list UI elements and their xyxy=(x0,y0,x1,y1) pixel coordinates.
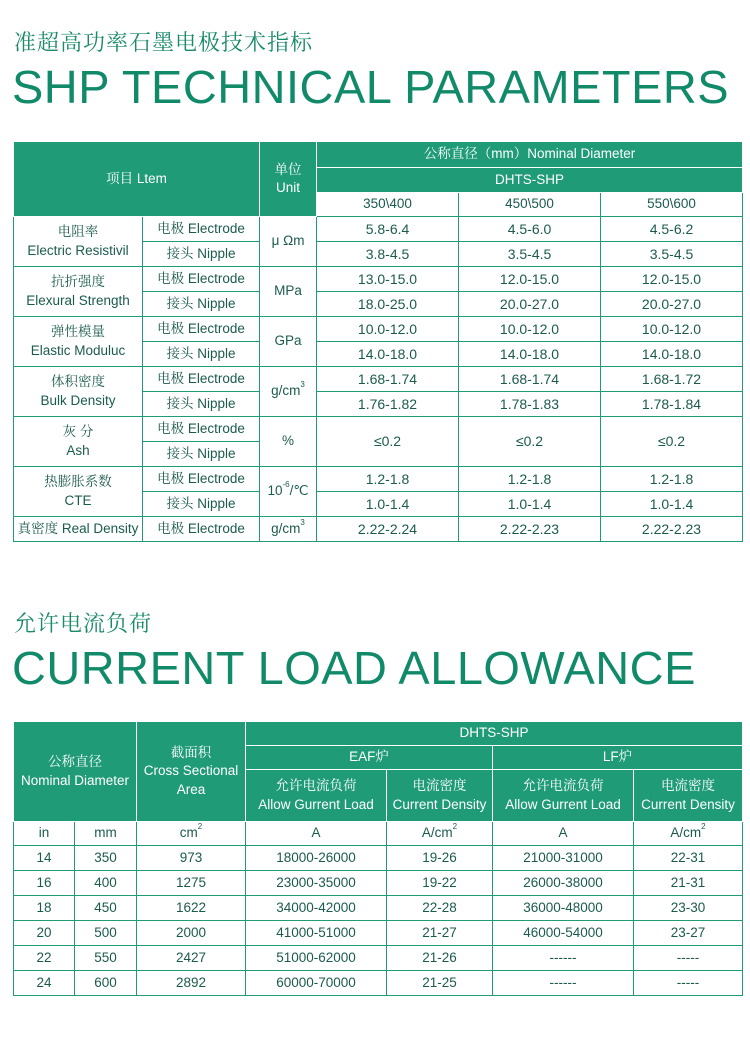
unit-amp: A xyxy=(493,822,634,846)
electrode-label: 电极 Electrode xyxy=(143,217,260,242)
param-row xyxy=(14,517,743,542)
value-cell: 14.0-18.0 xyxy=(459,342,601,367)
table-cell: 14 xyxy=(14,846,75,871)
electrode-label: 电极 Electrode xyxy=(143,367,260,392)
value-cell: 12.0-15.0 xyxy=(601,267,743,292)
value-cell: 2.22-2.23 xyxy=(601,517,743,542)
unit-header xyxy=(260,142,317,217)
unit-density xyxy=(387,822,493,846)
param-row xyxy=(14,367,743,392)
table-cell: 46000-54000 xyxy=(493,921,634,946)
param-unit xyxy=(260,317,317,367)
param-name-en: Elastic Moduluc xyxy=(30,342,126,358)
value-cell: 10.0-12.0 xyxy=(459,317,601,342)
nipple-label: 接头 Nipple xyxy=(143,242,260,267)
value-cell: 14.0-18.0 xyxy=(317,342,459,367)
value-cell: 10.0-12.0 xyxy=(601,317,743,342)
table-cell: 19-26 xyxy=(387,846,493,871)
param-name-en: Ash xyxy=(66,442,90,458)
param-row xyxy=(14,217,743,242)
table-cell: 2892 xyxy=(137,971,246,996)
param-name: 真密度 Real Density xyxy=(14,517,143,542)
value-cell: 1.0-1.4 xyxy=(317,492,459,517)
value-cell: 1.68-1.72 xyxy=(601,367,743,392)
table-row xyxy=(14,871,743,896)
unit-text: GPa xyxy=(274,333,302,349)
param-unit xyxy=(260,367,317,417)
unit-mm: mm xyxy=(75,822,137,846)
unit-tail: /℃ xyxy=(289,483,309,499)
table-cell: 550 xyxy=(75,946,137,971)
table-cell: ----- xyxy=(634,971,743,996)
unit-in: in xyxy=(14,822,75,846)
nipple-label: 接头 Nipple xyxy=(143,342,260,367)
unit-area-sup: 2 xyxy=(197,822,203,832)
table-cell: 21-31 xyxy=(634,871,743,896)
load-header-zh: 允许电流负荷 xyxy=(522,778,604,794)
density-header-en: Current Density xyxy=(392,796,487,812)
unit-amp: A xyxy=(246,822,387,846)
electrode-label: 电极 Electrode xyxy=(143,517,260,542)
table-cell: 23-30 xyxy=(634,896,743,921)
table-cell: 22-31 xyxy=(634,846,743,871)
table-cell: 400 xyxy=(75,871,137,896)
cross-header-en2: Area xyxy=(176,781,206,797)
grade-header: DHTS-SHP xyxy=(317,168,743,193)
table-cell: 34000-42000 xyxy=(246,896,387,921)
table-cell: 21-25 xyxy=(387,971,493,996)
table-cell: 23000-35000 xyxy=(246,871,387,896)
value-cell: 4.5-6.0 xyxy=(459,217,601,242)
value-cell: 2.22-2.23 xyxy=(459,517,601,542)
density-header-zh: 电流密度 xyxy=(661,778,716,794)
param-row xyxy=(14,467,743,492)
table-cell: 60000-70000 xyxy=(246,971,387,996)
load-header-en: Allow Gurrent Load xyxy=(258,796,374,812)
density-header xyxy=(387,770,493,822)
unit-area xyxy=(137,822,246,846)
value-cell: 1.78-1.83 xyxy=(459,392,601,417)
param-name-zh: 灰 分 xyxy=(62,424,94,440)
param-name xyxy=(14,467,143,517)
size-header: 550\600 xyxy=(601,193,743,217)
param-unit xyxy=(260,467,317,517)
param-name xyxy=(14,367,143,417)
table-cell: 21-27 xyxy=(387,921,493,946)
value-cell: ≤0.2 xyxy=(459,417,601,467)
param-name-zh: 电阻率 xyxy=(57,224,99,240)
table-row xyxy=(14,971,743,996)
unit-sup: 3 xyxy=(300,380,305,390)
table-cell: 2427 xyxy=(137,946,246,971)
nominal-header-zh: 公称直径 xyxy=(48,754,102,770)
table-cell: ------ xyxy=(493,971,634,996)
unit-density xyxy=(634,822,743,846)
electrode-label: 电极 Electrode xyxy=(143,317,260,342)
value-cell: 1.0-1.4 xyxy=(459,492,601,517)
value-cell: ≤0.2 xyxy=(317,417,459,467)
value-cell: 3.5-4.5 xyxy=(601,242,743,267)
unit-text: MPa xyxy=(274,283,302,299)
param-unit xyxy=(260,417,317,467)
table-cell: 450 xyxy=(75,896,137,921)
param-name xyxy=(14,317,143,367)
nominal-diameter-header xyxy=(14,722,137,822)
unit-sup: -6 xyxy=(282,480,290,490)
value-cell: 13.0-15.0 xyxy=(317,267,459,292)
unit-text: % xyxy=(282,433,295,449)
table-cell: 36000-48000 xyxy=(493,896,634,921)
table-cell: 19-22 xyxy=(387,871,493,896)
density-header xyxy=(634,770,743,822)
table-row xyxy=(14,846,743,871)
value-cell: ≤0.2 xyxy=(601,417,743,467)
current-load-table xyxy=(13,721,743,996)
section2-title-en: CURRENT LOAD ALLOWANCE xyxy=(12,642,696,694)
section1-title-zh: 准超高功率石墨电极技术指标 xyxy=(14,31,314,56)
table-cell: 2000 xyxy=(137,921,246,946)
cross-section-header xyxy=(137,722,246,822)
unit-density-base: A/cm xyxy=(670,825,702,841)
value-cell: 2.22-2.24 xyxy=(317,517,459,542)
table-cell: 350 xyxy=(75,846,137,871)
unit-density-sup: 2 xyxy=(452,822,458,832)
param-name-zh: 弹性模量 xyxy=(51,324,105,340)
unit-base: g/cm xyxy=(271,520,301,536)
value-cell: 3.5-4.5 xyxy=(459,242,601,267)
section1-title-en: SHP TECHNICAL PARAMETERS xyxy=(12,61,730,113)
table-cell: 22 xyxy=(14,946,75,971)
value-cell: 18.0-25.0 xyxy=(317,292,459,317)
nipple-label: 接头 Nipple xyxy=(143,392,260,417)
table-row xyxy=(14,896,743,921)
electrode-label: 电极 Electrode xyxy=(143,467,260,492)
load-header xyxy=(246,770,387,822)
value-cell: 1.76-1.82 xyxy=(317,392,459,417)
nipple-label: 接头 Nipple xyxy=(143,442,260,467)
table-cell: 41000-51000 xyxy=(246,921,387,946)
nominal-diameter-header: 公称直径（mm）Nominal Diameter xyxy=(317,142,743,168)
param-name-en: CTE xyxy=(64,492,92,508)
value-cell: 10.0-12.0 xyxy=(317,317,459,342)
param-name-zh: 热膨胀系数 xyxy=(44,474,112,490)
table-cell: ----- xyxy=(634,946,743,971)
value-cell: 1.2-1.8 xyxy=(601,467,743,492)
unit-density-base: A/cm xyxy=(421,825,453,841)
load-header-zh: 允许电流负荷 xyxy=(275,778,357,794)
table-cell: 20 xyxy=(14,921,75,946)
param-row xyxy=(14,417,743,442)
cross-header-en: Cross Sectional xyxy=(143,763,239,779)
electrode-label: 电极 Electrode xyxy=(143,417,260,442)
table-cell: 600 xyxy=(75,971,137,996)
unit-density-sup: 2 xyxy=(701,822,706,832)
table-cell: 16 xyxy=(14,871,75,896)
table-cell: 500 xyxy=(75,921,137,946)
table-cell: 26000-38000 xyxy=(493,871,634,896)
value-cell: 4.5-6.2 xyxy=(601,217,743,242)
size-header: 450\500 xyxy=(459,193,601,217)
unit-text: μ Ωm xyxy=(271,233,305,249)
unit-area-base: cm xyxy=(179,825,198,841)
value-cell: 20.0-27.0 xyxy=(459,292,601,317)
value-cell: 12.0-15.0 xyxy=(459,267,601,292)
param-unit xyxy=(260,517,317,542)
item-header: 项目 Ltem xyxy=(14,142,260,217)
grade-header: DHTS-SHP xyxy=(246,722,743,746)
table-cell: 21-26 xyxy=(387,946,493,971)
value-cell: 1.68-1.74 xyxy=(317,367,459,392)
table-cell: 24 xyxy=(14,971,75,996)
nipple-label: 接头 Nipple xyxy=(143,292,260,317)
param-name-zh: 体积密度 xyxy=(51,374,105,390)
value-cell: 1.78-1.84 xyxy=(601,392,743,417)
table-row xyxy=(14,921,743,946)
table-cell: ------ xyxy=(493,946,634,971)
param-name xyxy=(14,217,143,267)
table-row xyxy=(14,946,743,971)
cross-header-zh: 截面积 xyxy=(170,745,212,761)
load-header-en: Allow Gurrent Load xyxy=(505,796,621,812)
table-cell: 21000-31000 xyxy=(493,846,634,871)
eaf-header: EAF炉 xyxy=(246,746,493,770)
density-header-en: Current Density xyxy=(641,796,735,812)
section2-title-zh: 允许电流负荷 xyxy=(14,612,153,637)
size-header: 350\400 xyxy=(317,193,459,217)
table-cell: 1622 xyxy=(137,896,246,921)
param-name-en: Electric Resistivil xyxy=(27,242,129,258)
value-cell: 1.68-1.74 xyxy=(459,367,601,392)
param-name-zh: 抗折强度 xyxy=(51,274,105,290)
unit-base: g/cm xyxy=(271,383,301,399)
unit-sup: 3 xyxy=(300,517,305,527)
value-cell: 1.0-1.4 xyxy=(601,492,743,517)
electrode-label: 电极 Electrode xyxy=(143,267,260,292)
param-row xyxy=(14,267,743,292)
table-cell: 18 xyxy=(14,896,75,921)
param-name-en: Bulk Density xyxy=(40,392,116,408)
lf-header: LF炉 xyxy=(493,746,743,770)
table-cell: 51000-62000 xyxy=(246,946,387,971)
value-cell: 1.2-1.8 xyxy=(317,467,459,492)
value-cell: 14.0-18.0 xyxy=(601,342,743,367)
unit-header-en: Unit xyxy=(276,180,301,195)
unit-header-zh: 单位 xyxy=(274,161,302,177)
table-cell: 18000-26000 xyxy=(246,846,387,871)
load-header xyxy=(493,770,634,822)
param-name-en: Elexural Strength xyxy=(26,292,130,308)
value-cell: 5.8-6.4 xyxy=(317,217,459,242)
density-header-zh: 电流密度 xyxy=(412,778,467,794)
table-cell: 1275 xyxy=(137,871,246,896)
unit-base: 10 xyxy=(267,483,283,499)
param-unit xyxy=(260,267,317,317)
param-name xyxy=(14,267,143,317)
value-cell: 20.0-27.0 xyxy=(601,292,743,317)
technical-parameters-table xyxy=(13,141,743,542)
nipple-label: 接头 Nipple xyxy=(143,492,260,517)
param-row xyxy=(14,317,743,342)
value-cell: 3.8-4.5 xyxy=(317,242,459,267)
param-unit xyxy=(260,217,317,267)
param-name xyxy=(14,417,143,467)
nominal-header-en: Nominal Diameter xyxy=(20,772,130,788)
value-cell: 1.2-1.8 xyxy=(459,467,601,492)
table-cell: 973 xyxy=(137,846,246,871)
table-cell: 22-28 xyxy=(387,896,493,921)
table-cell: 23-27 xyxy=(634,921,743,946)
